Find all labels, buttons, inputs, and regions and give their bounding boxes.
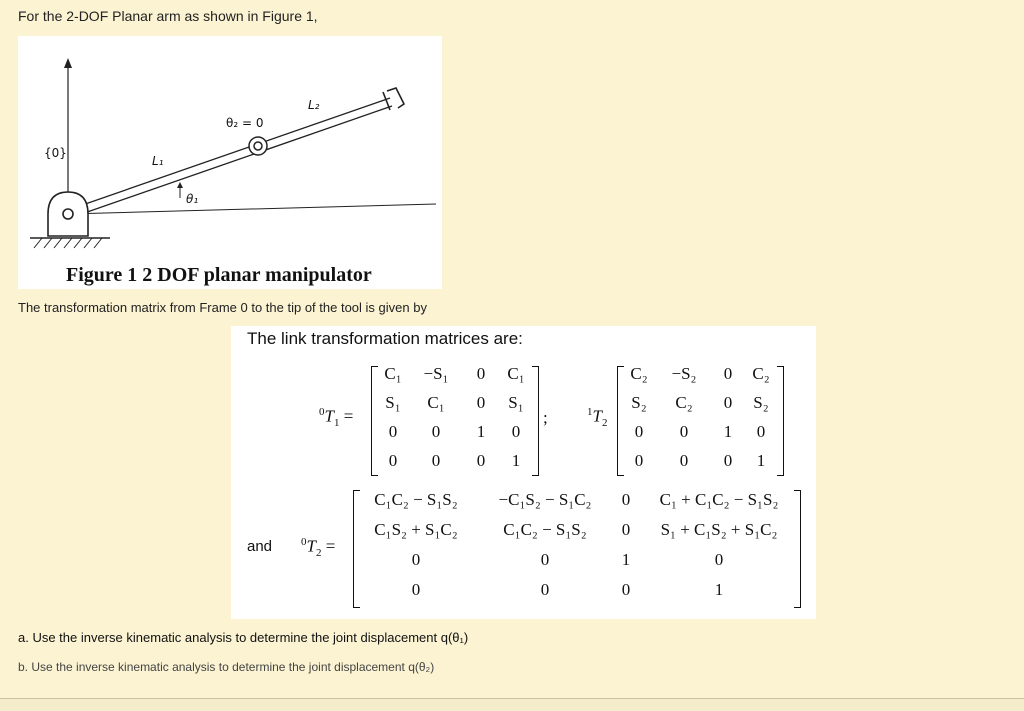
t01-label: $^0T_1$ = [319,406,354,430]
t12-cell: 0 [634,451,644,470]
t01-cell: 0 [431,422,441,441]
t02-cell: S₁ + C₁S₂ + S₁C₂ [660,520,778,539]
t12-cell: C₂ [752,364,770,383]
t12-label: $^1T_2$ [587,406,608,430]
t01-cell: 0 [431,451,441,470]
t02-cell: C₁ + C₁C₂ − S₁S₂ [659,490,779,509]
t01-cell: 0 [388,422,398,441]
t02-cell: 0 [540,550,550,569]
t12-cell: S₂ [631,393,647,412]
matrix-heading: The link transformation matrices are: [247,329,523,348]
t02-right-bracket [794,490,801,608]
t12-cell: C₂ [675,393,693,412]
t01-cell: 1 [476,422,486,441]
link1-label: L₁ [152,154,164,168]
t12-left-bracket [617,366,624,476]
t02-cell: 0 [411,580,421,599]
t02-cell: C₁S₂ + S₁C₂ [374,520,458,539]
theta2-label: θ₂ = 0 [226,116,264,130]
t02-left-bracket [353,490,360,608]
t12-cell: 0 [756,422,766,441]
matrix-separator: ; [543,408,548,427]
t01-cell: 0 [476,451,486,470]
t01-cell: C₁ [427,393,445,412]
t01-cell: 0 [511,422,521,441]
t02-cell: 0 [621,490,631,509]
t01-right-bracket [532,366,539,476]
bottom-toolbar [0,698,1024,711]
t02-cell: 0 [714,550,724,569]
t02-cell: C₁C₂ − S₁S₂ [503,520,587,539]
t12-cell: S₂ [753,393,769,412]
t01-cell: 0 [476,393,486,412]
t01-left-bracket [371,366,378,476]
t02-cell: C₁C₂ − S₁S₂ [374,490,458,509]
and-label: and [247,538,273,555]
theta1-label: θ₁ [186,192,199,206]
t12-cell: 0 [723,451,733,470]
intro-text: For the 2-DOF Planar arm as shown in Figure 1, [18,8,318,24]
t12-cell: 0 [679,422,689,441]
manipulator-diagram [18,36,442,289]
t02-cell: 0 [411,550,421,569]
question-a: a. Use the inverse kinematic analysis to determine the joint displacement q(θ₁) [18,630,469,645]
matrix-panel [231,326,816,619]
t02-cell: 0 [540,580,550,599]
transform-text: The transformation matrix from Frame 0 to the tip of the tool is given by [18,300,427,315]
t01-cell: C₁ [507,364,525,383]
t02-cell: 1 [621,550,631,569]
figure-panel [18,36,442,289]
t02-cell: 0 [621,580,631,599]
t12-cell: 0 [634,422,644,441]
t01-cell: 1 [511,451,521,470]
link2-label: L₂ [308,98,320,112]
t12-cell: −S₂ [671,364,697,383]
t01-cell: C₁ [384,364,402,383]
t12-cell: 1 [756,451,766,470]
t12-cell: 0 [723,364,733,383]
t02-label: $^0T_2$ = [301,536,336,560]
t12-cell: C₂ [630,364,648,383]
t02-cell: −C₁S₂ − S₁C₂ [498,490,592,509]
t12-cell: 0 [679,451,689,470]
t02-cell: 0 [621,520,631,539]
t01-cell: S₁ [508,393,524,412]
figure-caption: Figure 1 2 DOF planar manipulator [66,264,372,286]
t01-cell: 0 [388,451,398,470]
t12-right-bracket [777,366,784,476]
question-b: b. Use the inverse kinematic analysis to determine the joint displacement q(θ₂) [18,660,435,674]
t12-cell: 0 [723,393,733,412]
t02-cell: 1 [714,580,724,599]
t01-cell: −S₁ [423,364,449,383]
t01-cell: S₁ [385,393,401,412]
frame-label: {0} [44,146,67,160]
t01-cell: 0 [476,364,486,383]
t12-cell: 1 [723,422,733,441]
